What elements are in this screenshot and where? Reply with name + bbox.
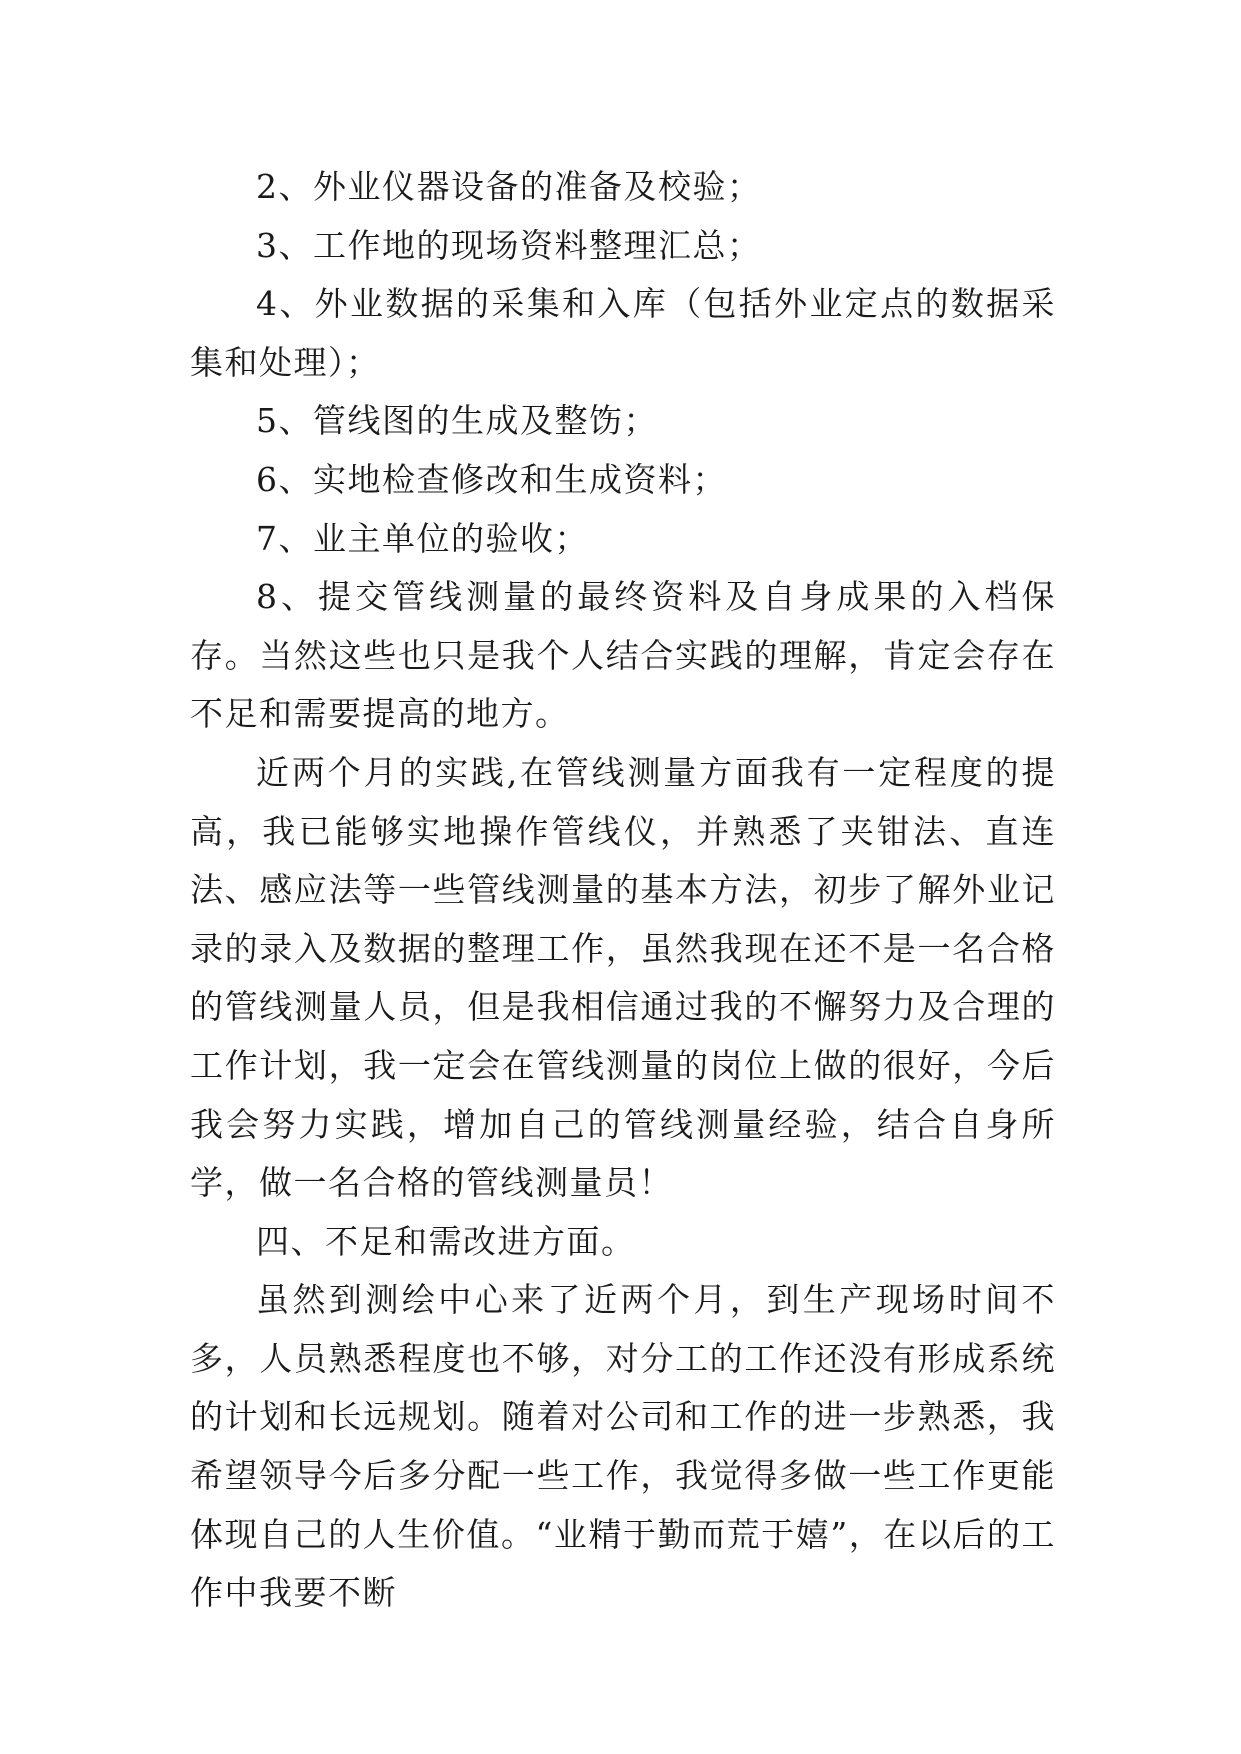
paragraph-step-5: 5、管线图的生成及整饬； bbox=[256, 401, 658, 441]
document-body bbox=[190, 158, 1056, 1623]
section-heading-shortcomings: 四、不足和需改进方面。 bbox=[256, 1221, 636, 1261]
paragraph-step-2: 2、外业仪器设备的准备及校验； bbox=[256, 167, 762, 206]
paragraph-step-8: 8、提交管线测量的最终资料及自身成果的入档保存。当然这些也只是我个人结合实践的理解，肯定会存在不足和需要提高的地方。 bbox=[190, 577, 1056, 734]
paragraph-step-4: 4、外业数据的采集和入库（包括外业定点的数据采集和处理）； bbox=[190, 284, 1056, 382]
paragraph-practice-summary: 近两个月的实践,在管线测量方面我有一定程度的提高，我已能够实地操作管线仪，并熟悉了夹钳法、直连法、感应法等一些管线测量的基本方法，初步了解外业记录的录入及数据的整理工作，虽然我现在还不是一名合格的管线测量人员，但是我相信通过我的不懈努力及合理的工作计划，我一定会在管线测量的岗位上做的很好，今后我会努力实践，增加自己的管线测量经验，结合自身所学，做一名合格的管线测量员！ bbox=[190, 752, 1056, 1203]
paragraph-shortcomings: 虽然到测绘中心来了近两个月，到生产现场时间不多，人员熟悉程度也不够，对分工的工作还没有形成系统的计划和长远规划。随着对公司和工作的进一步熟悉，我希望领导今后多分配一些工作，我觉得多做一些工作更能体现自己的人生价值。“业精于勤而荒于嬉”，在以后的工作中我要不断 bbox=[190, 1280, 1056, 1613]
paragraph-step-6: 6、实地检查修改和生成资料； bbox=[256, 459, 727, 499]
paragraph-step-7: 7、业主单位的验收； bbox=[256, 518, 589, 558]
paragraph-step-3: 3、工作地的现场资料整理汇总； bbox=[256, 225, 762, 265]
